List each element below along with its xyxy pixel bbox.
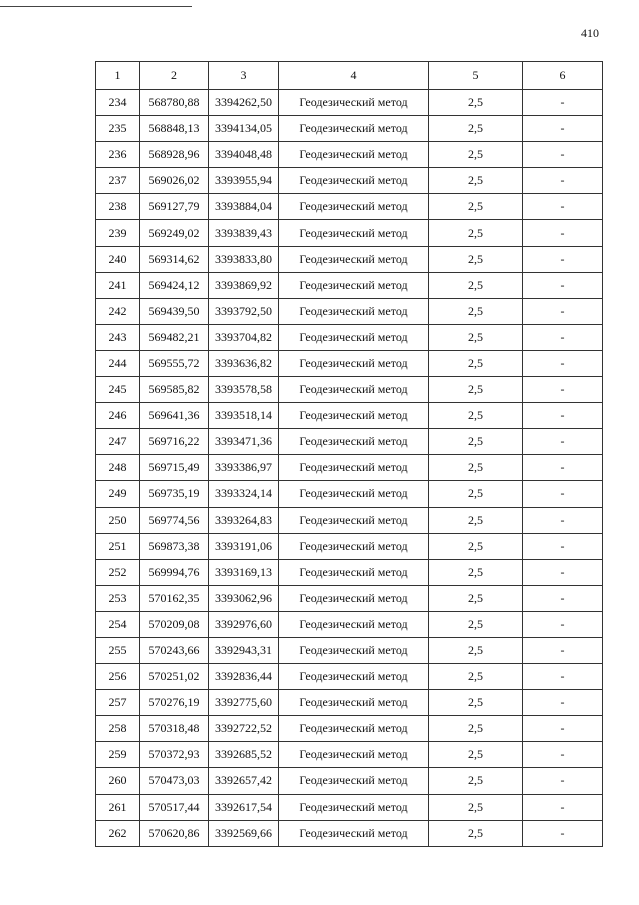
- accuracy-cell: 2,5: [429, 794, 523, 820]
- point-number-cell: 235: [96, 116, 140, 142]
- point-number-cell: 245: [96, 377, 140, 403]
- point-number-cell: 249: [96, 481, 140, 507]
- coordinate-x-cell: 570620,86: [140, 820, 209, 846]
- coordinate-y-cell: 3392943,31: [209, 637, 279, 663]
- coordinate-x-cell: 569716,22: [140, 429, 209, 455]
- note-cell: -: [523, 377, 603, 403]
- coordinate-x-cell: 568928,96: [140, 142, 209, 168]
- coordinate-x-cell: 570276,19: [140, 690, 209, 716]
- method-cell: Геодезический метод: [279, 533, 429, 559]
- accuracy-cell: 2,5: [429, 742, 523, 768]
- accuracy-cell: 2,5: [429, 820, 523, 846]
- method-cell: Геодезический метод: [279, 664, 429, 690]
- table-row: [96, 90, 603, 116]
- note-cell: -: [523, 403, 603, 429]
- column-header: 6: [523, 62, 603, 90]
- coordinate-y-cell: 3393386,97: [209, 455, 279, 481]
- accuracy-cell: 2,5: [429, 559, 523, 585]
- coordinate-y-cell: 3392657,42: [209, 768, 279, 794]
- column-header: 1: [96, 62, 140, 90]
- accuracy-cell: 2,5: [429, 377, 523, 403]
- coordinate-x-cell: 570372,93: [140, 742, 209, 768]
- note-cell: -: [523, 168, 603, 194]
- accuracy-cell: 2,5: [429, 429, 523, 455]
- note-cell: -: [523, 768, 603, 794]
- note-cell: -: [523, 298, 603, 324]
- method-cell: Геодезический метод: [279, 559, 429, 585]
- note-cell: -: [523, 272, 603, 298]
- page-number: 410: [581, 26, 599, 40]
- coordinate-y-cell: 3393264,83: [209, 507, 279, 533]
- accuracy-cell: 2,5: [429, 533, 523, 559]
- point-number-cell: 252: [96, 559, 140, 585]
- table-row: [96, 220, 603, 246]
- coordinate-y-cell: 3393169,13: [209, 559, 279, 585]
- method-cell: Геодезический метод: [279, 690, 429, 716]
- accuracy-cell: 2,5: [429, 716, 523, 742]
- note-cell: -: [523, 585, 603, 611]
- note-cell: -: [523, 116, 603, 142]
- point-number-cell: 255: [96, 637, 140, 663]
- point-number-cell: 238: [96, 194, 140, 220]
- method-cell: Геодезический метод: [279, 116, 429, 142]
- note-cell: -: [523, 350, 603, 376]
- note-cell: -: [523, 690, 603, 716]
- point-number-cell: 236: [96, 142, 140, 168]
- coordinate-x-cell: 569249,02: [140, 220, 209, 246]
- table-row: [96, 298, 603, 324]
- table-row: [96, 533, 603, 559]
- point-number-cell: 257: [96, 690, 140, 716]
- coordinate-y-cell: 3393471,36: [209, 429, 279, 455]
- table-row: [96, 168, 603, 194]
- point-number-cell: 250: [96, 507, 140, 533]
- accuracy-cell: 2,5: [429, 246, 523, 272]
- coordinate-y-cell: 3393884,04: [209, 194, 279, 220]
- table-row: [96, 768, 603, 794]
- coordinate-x-cell: 569873,38: [140, 533, 209, 559]
- table-row: [96, 716, 603, 742]
- coordinate-y-cell: 3392976,60: [209, 611, 279, 637]
- method-cell: Геодезический метод: [279, 403, 429, 429]
- table-row: [96, 350, 603, 376]
- method-cell: Геодезический метод: [279, 742, 429, 768]
- table-row: [96, 377, 603, 403]
- table-row: [96, 559, 603, 585]
- accuracy-cell: 2,5: [429, 768, 523, 794]
- method-cell: Геодезический метод: [279, 194, 429, 220]
- point-number-cell: 244: [96, 350, 140, 376]
- top-rule: [0, 6, 192, 7]
- coordinate-x-cell: 569314,62: [140, 246, 209, 272]
- coordinate-x-cell: 569127,79: [140, 194, 209, 220]
- coordinate-y-cell: 3393869,92: [209, 272, 279, 298]
- point-number-cell: 260: [96, 768, 140, 794]
- note-cell: -: [523, 142, 603, 168]
- accuracy-cell: 2,5: [429, 142, 523, 168]
- coordinate-y-cell: 3392685,52: [209, 742, 279, 768]
- coordinate-x-cell: 569641,36: [140, 403, 209, 429]
- accuracy-cell: 2,5: [429, 324, 523, 350]
- accuracy-cell: 2,5: [429, 611, 523, 637]
- accuracy-cell: 2,5: [429, 481, 523, 507]
- accuracy-cell: 2,5: [429, 194, 523, 220]
- note-cell: -: [523, 194, 603, 220]
- point-number-cell: 251: [96, 533, 140, 559]
- table-header-row: [96, 62, 603, 90]
- table-row: [96, 481, 603, 507]
- note-cell: -: [523, 324, 603, 350]
- note-cell: -: [523, 794, 603, 820]
- coordinate-y-cell: 3393578,58: [209, 377, 279, 403]
- note-cell: -: [523, 90, 603, 116]
- coordinate-x-cell: 570251,02: [140, 664, 209, 690]
- method-cell: Геодезический метод: [279, 585, 429, 611]
- table-row: [96, 742, 603, 768]
- accuracy-cell: 2,5: [429, 507, 523, 533]
- method-cell: Геодезический метод: [279, 768, 429, 794]
- accuracy-cell: 2,5: [429, 220, 523, 246]
- method-cell: Геодезический метод: [279, 637, 429, 663]
- method-cell: Геодезический метод: [279, 820, 429, 846]
- table-row: [96, 455, 603, 481]
- method-cell: Геодезический метод: [279, 481, 429, 507]
- coordinate-y-cell: 3393324,14: [209, 481, 279, 507]
- coordinate-x-cell: 569774,56: [140, 507, 209, 533]
- point-number-cell: 234: [96, 90, 140, 116]
- point-number-cell: 259: [96, 742, 140, 768]
- point-number-cell: 246: [96, 403, 140, 429]
- table-row: [96, 272, 603, 298]
- coordinate-y-cell: 3393518,14: [209, 403, 279, 429]
- point-number-cell: 243: [96, 324, 140, 350]
- coordinate-x-cell: 569735,19: [140, 481, 209, 507]
- table-row: [96, 637, 603, 663]
- coordinate-y-cell: 3393833,80: [209, 246, 279, 272]
- table-row: [96, 194, 603, 220]
- note-cell: -: [523, 455, 603, 481]
- method-cell: Геодезический метод: [279, 168, 429, 194]
- coordinate-x-cell: 570209,08: [140, 611, 209, 637]
- method-cell: Геодезический метод: [279, 716, 429, 742]
- column-header: 3: [209, 62, 279, 90]
- coordinate-x-cell: 570243,66: [140, 637, 209, 663]
- table-row: [96, 794, 603, 820]
- point-number-cell: 239: [96, 220, 140, 246]
- coordinate-x-cell: 570473,03: [140, 768, 209, 794]
- coordinate-x-cell: 569424,12: [140, 272, 209, 298]
- note-cell: -: [523, 507, 603, 533]
- note-cell: -: [523, 533, 603, 559]
- method-cell: Геодезический метод: [279, 142, 429, 168]
- table-row: [96, 403, 603, 429]
- column-header: 5: [429, 62, 523, 90]
- coordinate-y-cell: 3393636,82: [209, 350, 279, 376]
- method-cell: Геодезический метод: [279, 611, 429, 637]
- accuracy-cell: 2,5: [429, 168, 523, 194]
- table-row: [96, 507, 603, 533]
- coordinate-y-cell: 3393704,82: [209, 324, 279, 350]
- accuracy-cell: 2,5: [429, 664, 523, 690]
- coordinates-table: [95, 61, 603, 847]
- method-cell: Геодезический метод: [279, 298, 429, 324]
- table-row: [96, 116, 603, 142]
- coordinate-y-cell: 3392775,60: [209, 690, 279, 716]
- coordinate-x-cell: 569026,02: [140, 168, 209, 194]
- coordinate-x-cell: 570318,48: [140, 716, 209, 742]
- coordinate-y-cell: 3392836,44: [209, 664, 279, 690]
- table-row: [96, 585, 603, 611]
- point-number-cell: 256: [96, 664, 140, 690]
- accuracy-cell: 2,5: [429, 90, 523, 116]
- coordinate-y-cell: 3392722,52: [209, 716, 279, 742]
- note-cell: -: [523, 742, 603, 768]
- method-cell: Геодезический метод: [279, 794, 429, 820]
- coordinate-y-cell: 3393792,50: [209, 298, 279, 324]
- point-number-cell: 241: [96, 272, 140, 298]
- accuracy-cell: 2,5: [429, 455, 523, 481]
- coordinate-x-cell: 570162,35: [140, 585, 209, 611]
- coordinate-y-cell: 3393062,96: [209, 585, 279, 611]
- note-cell: -: [523, 246, 603, 272]
- point-number-cell: 237: [96, 168, 140, 194]
- table-row: [96, 820, 603, 846]
- accuracy-cell: 2,5: [429, 116, 523, 142]
- table-row: [96, 324, 603, 350]
- coordinate-x-cell: 569482,21: [140, 324, 209, 350]
- coordinate-y-cell: 3393839,43: [209, 220, 279, 246]
- point-number-cell: 254: [96, 611, 140, 637]
- note-cell: -: [523, 664, 603, 690]
- note-cell: -: [523, 220, 603, 246]
- accuracy-cell: 2,5: [429, 272, 523, 298]
- coordinate-y-cell: 3394262,50: [209, 90, 279, 116]
- table-row: [96, 664, 603, 690]
- coordinate-y-cell: 3393955,94: [209, 168, 279, 194]
- column-header: 4: [279, 62, 429, 90]
- method-cell: Геодезический метод: [279, 90, 429, 116]
- accuracy-cell: 2,5: [429, 350, 523, 376]
- table-row: [96, 611, 603, 637]
- accuracy-cell: 2,5: [429, 637, 523, 663]
- method-cell: Геодезический метод: [279, 220, 429, 246]
- table-row: [96, 142, 603, 168]
- note-cell: -: [523, 820, 603, 846]
- coordinate-y-cell: 3394048,48: [209, 142, 279, 168]
- method-cell: Геодезический метод: [279, 272, 429, 298]
- coordinate-x-cell: 569715,49: [140, 455, 209, 481]
- method-cell: Геодезический метод: [279, 324, 429, 350]
- point-number-cell: 261: [96, 794, 140, 820]
- coordinate-y-cell: 3393191,06: [209, 533, 279, 559]
- method-cell: Геодезический метод: [279, 455, 429, 481]
- coordinate-x-cell: 569585,82: [140, 377, 209, 403]
- point-number-cell: 262: [96, 820, 140, 846]
- table-row: [96, 690, 603, 716]
- coordinate-x-cell: 570517,44: [140, 794, 209, 820]
- note-cell: -: [523, 716, 603, 742]
- coordinate-y-cell: 3394134,05: [209, 116, 279, 142]
- accuracy-cell: 2,5: [429, 585, 523, 611]
- coordinate-x-cell: 568780,88: [140, 90, 209, 116]
- coordinate-x-cell: 569555,72: [140, 350, 209, 376]
- method-cell: Геодезический метод: [279, 377, 429, 403]
- method-cell: Геодезический метод: [279, 350, 429, 376]
- table-row: [96, 246, 603, 272]
- point-number-cell: 248: [96, 455, 140, 481]
- coordinate-x-cell: 569439,50: [140, 298, 209, 324]
- coordinate-x-cell: 568848,13: [140, 116, 209, 142]
- point-number-cell: 247: [96, 429, 140, 455]
- method-cell: Геодезический метод: [279, 246, 429, 272]
- coordinate-y-cell: 3392569,66: [209, 820, 279, 846]
- coordinate-y-cell: 3392617,54: [209, 794, 279, 820]
- accuracy-cell: 2,5: [429, 690, 523, 716]
- point-number-cell: 253: [96, 585, 140, 611]
- accuracy-cell: 2,5: [429, 403, 523, 429]
- note-cell: -: [523, 429, 603, 455]
- note-cell: -: [523, 559, 603, 585]
- point-number-cell: 258: [96, 716, 140, 742]
- note-cell: -: [523, 481, 603, 507]
- note-cell: -: [523, 611, 603, 637]
- column-header: 2: [140, 62, 209, 90]
- table-body: [96, 90, 603, 847]
- method-cell: Геодезический метод: [279, 507, 429, 533]
- accuracy-cell: 2,5: [429, 298, 523, 324]
- note-cell: -: [523, 637, 603, 663]
- point-number-cell: 240: [96, 246, 140, 272]
- method-cell: Геодезический метод: [279, 429, 429, 455]
- coordinate-x-cell: 569994,76: [140, 559, 209, 585]
- table-row: [96, 429, 603, 455]
- point-number-cell: 242: [96, 298, 140, 324]
